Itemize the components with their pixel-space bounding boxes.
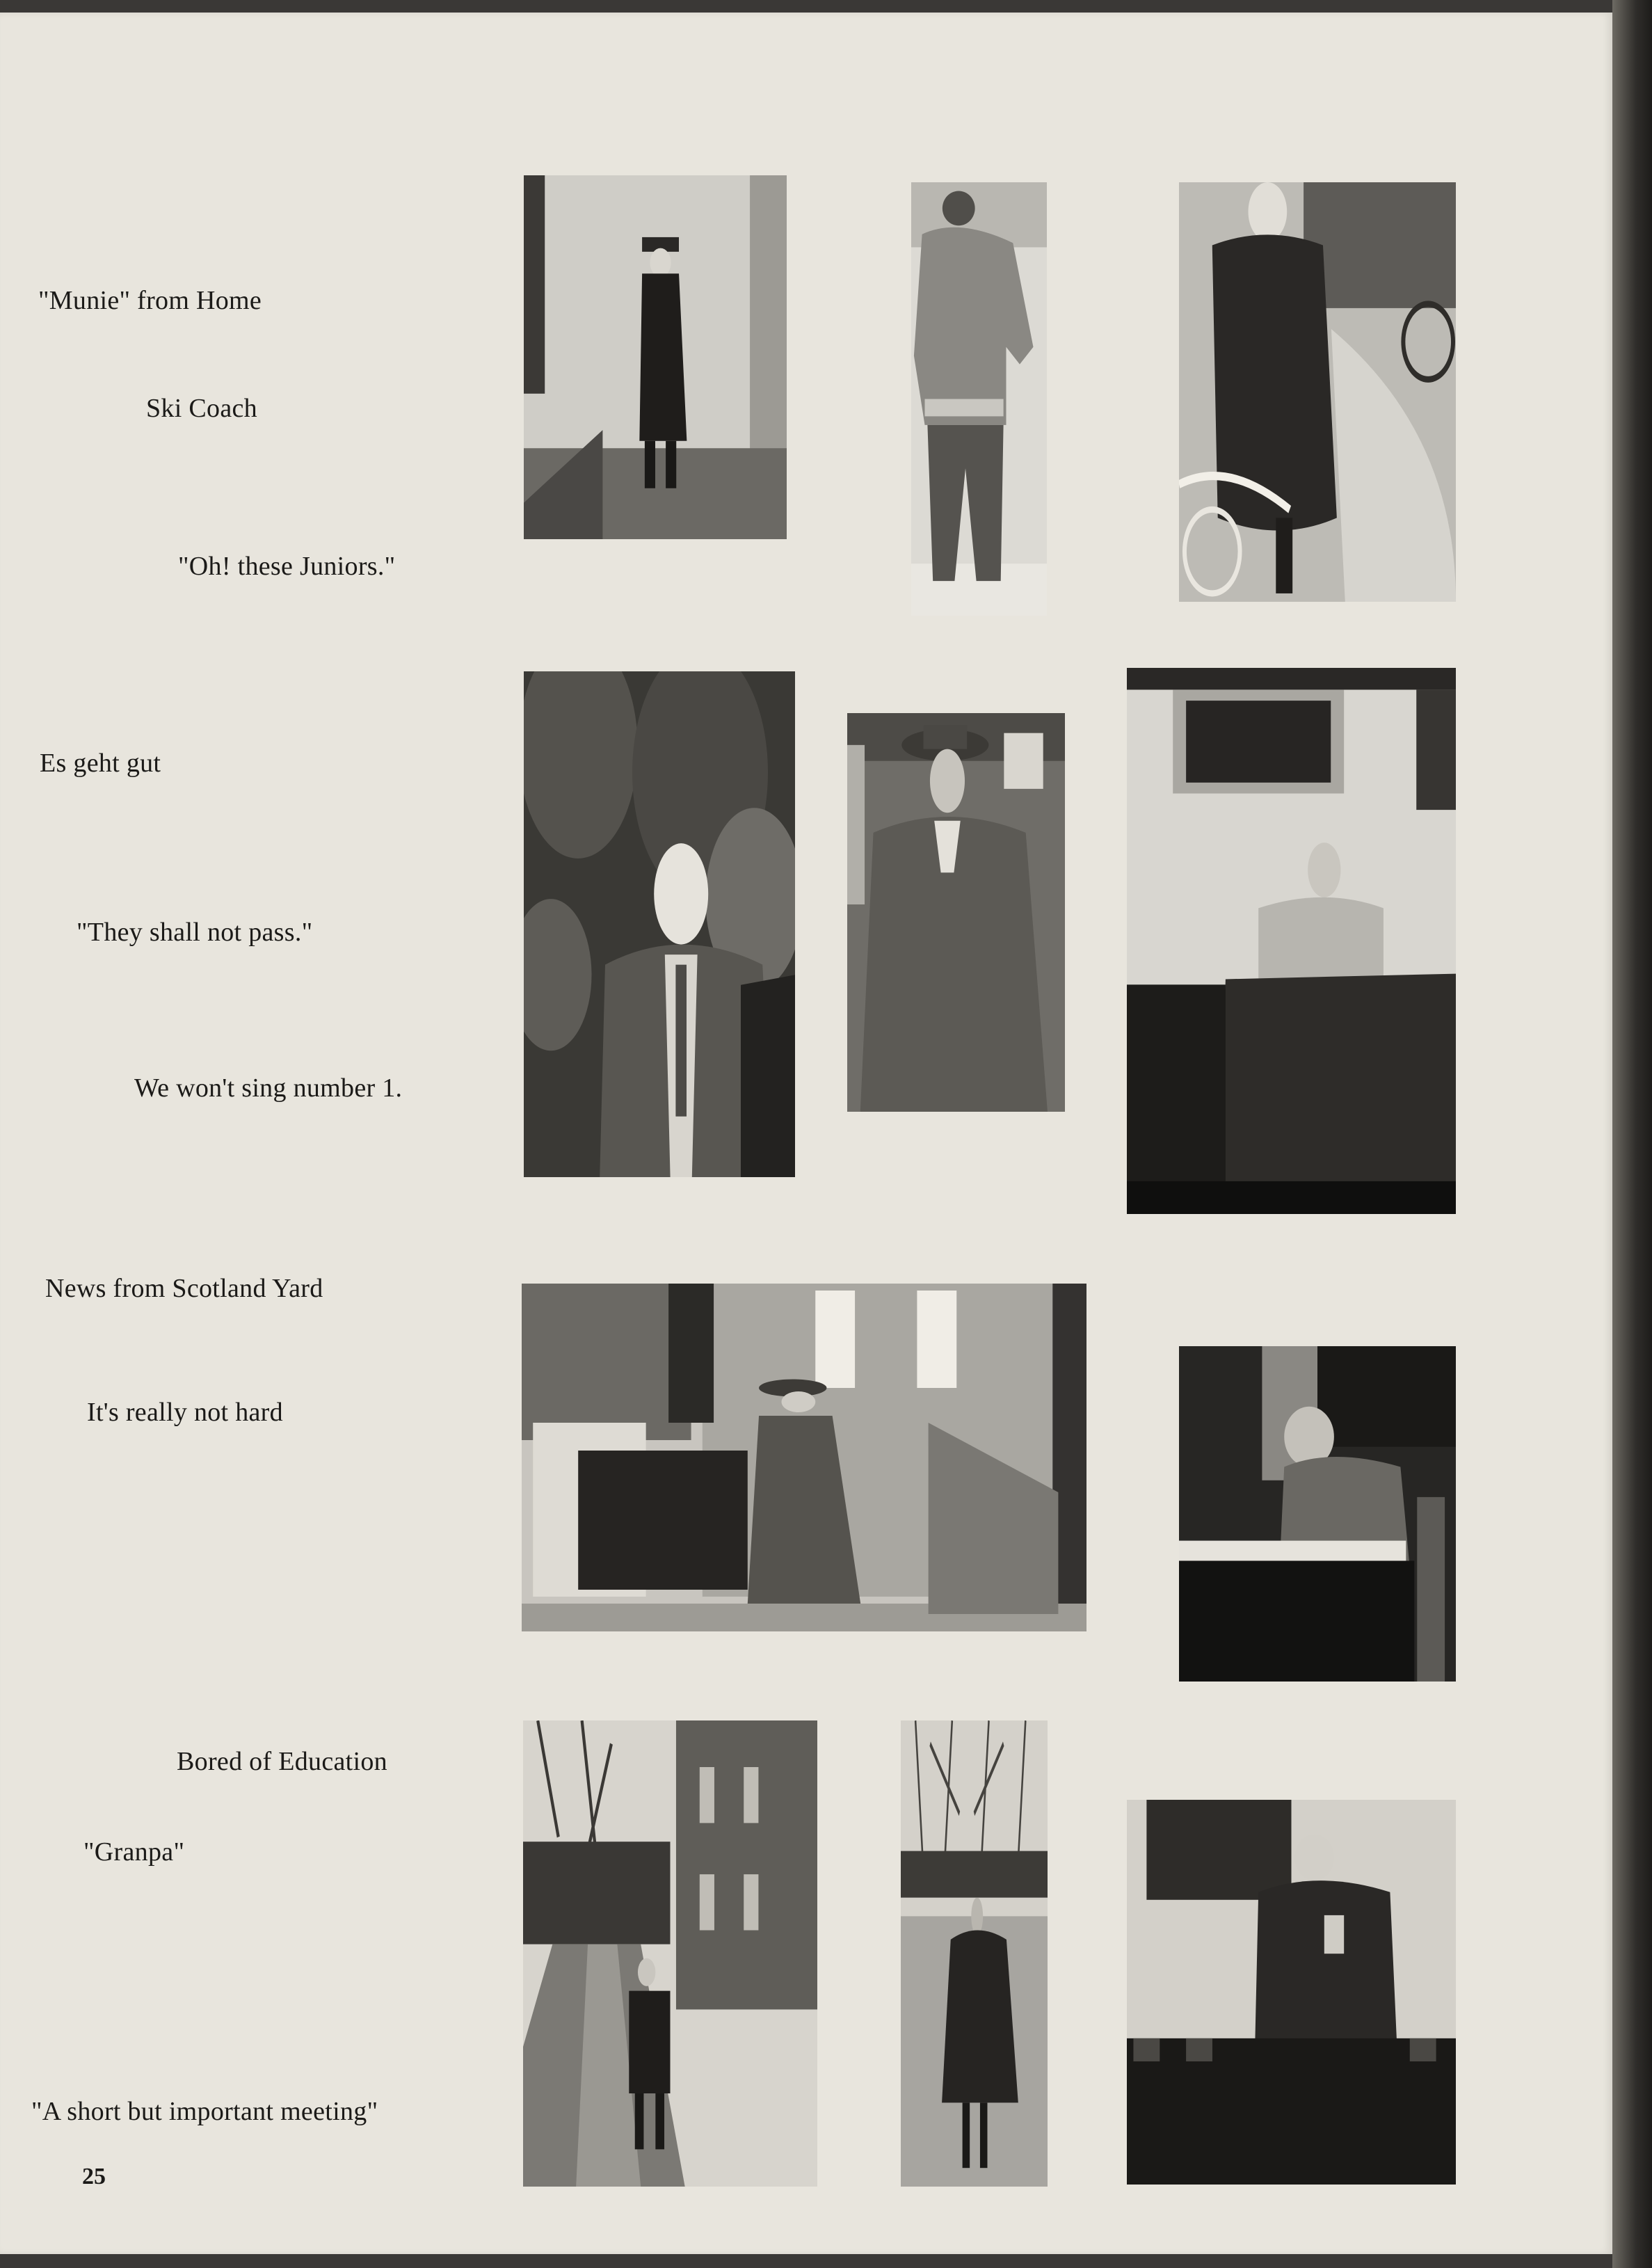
photo-man-at-desk-bow-tie: [1127, 668, 1456, 1214]
caption-munie: "Munie" from Home: [38, 286, 262, 315]
caption-short-meeting: "A short but important meeting": [31, 2097, 378, 2126]
binding-edge: [1612, 0, 1652, 2268]
photo-ski-coach-sweater: [911, 182, 1047, 616]
caption-es-geht-gut: Es geht gut: [40, 749, 161, 778]
photo-man-with-bicycle: [1179, 182, 1456, 602]
photo-man-in-coat-on-steps: [524, 175, 787, 539]
caption-granpa: "Granpa": [83, 1837, 185, 1867]
photo-man-at-meeting: [1127, 1800, 1456, 2185]
caption-juniors: "Oh! these Juniors.": [178, 552, 396, 581]
photo-granpa-walking: [901, 1720, 1048, 2187]
caption-shall-not-pass: "They shall not pass.": [77, 918, 313, 947]
caption-number-one: We won't sing number 1.: [134, 1073, 403, 1103]
photo-man-in-cap-near-building: [522, 1284, 1086, 1631]
caption-ski-coach: Ski Coach: [146, 394, 257, 423]
caption-not-hard: It's really not hard: [87, 1398, 283, 1427]
photo-smiling-man-by-tree: [524, 671, 795, 1177]
photo-man-reading-at-table: [1179, 1346, 1456, 1682]
page-number: 25: [82, 2164, 106, 2189]
photo-man-in-fedora: [847, 713, 1065, 1112]
photo-man-walking-snowy-path: [523, 1720, 817, 2187]
caption-bored-of-education: Bored of Education: [177, 1747, 387, 1776]
caption-scotland-yard: News from Scotland Yard: [45, 1274, 323, 1303]
